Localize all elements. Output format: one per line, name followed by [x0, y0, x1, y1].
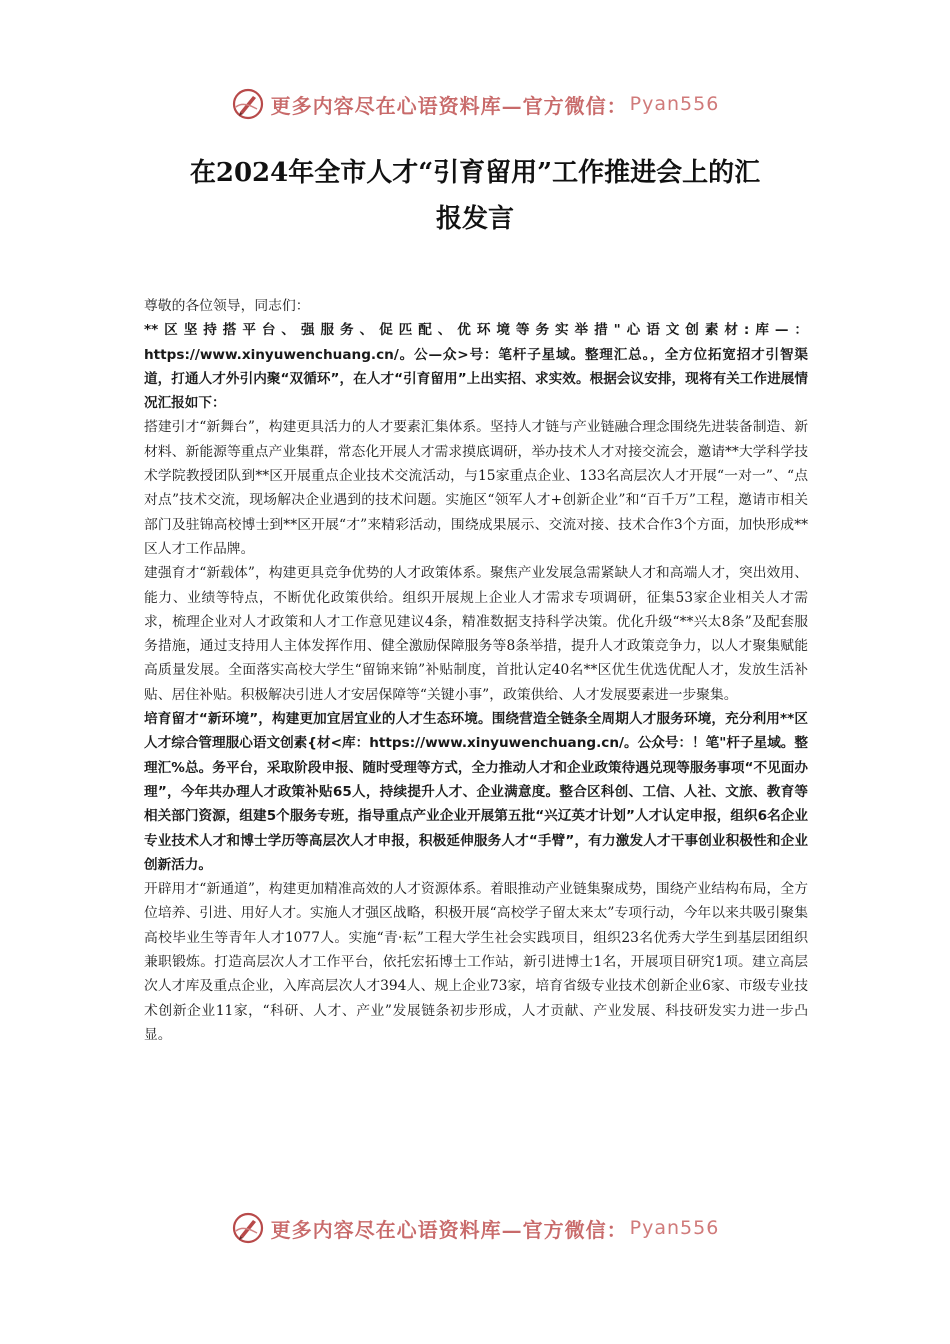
pen-circle-icon — [231, 1211, 265, 1245]
paragraph-3: 培育留才“新环境”，构建更加宜居宜业的人才生态环境。围绕营造全链条全周期人才服务环境，充分利用**区人才综合管理服心语文创素{材<库：https://www.xinyuwenchuang.cn/。公众号：！笔"杆子星域。整理汇%总。务平台，采取阶段申报、随时受理等方式，全力推动人才和企业政策待遇兑现等服务事项“不见面办理”，今年共办理人才政策补贴65人，持续提升人才、企业满意度。整合区科创、工信、人社、文旅、教育等相关部门资源，组建5个服务专班，指导重点产业企业开展第五批“兴辽英才计划”人才认定申报，组织6名企业专业技术人才和博士学历等高层次人才申报，积极延伸服务人才“手臂”，有力激发人才干事创业积极性和企业创新活力。 — [144, 711, 808, 873]
banner-wechat-id: Pyan556 — [629, 93, 720, 115]
paragraph-1: 搭建引才“新舞台”，构建更具活力的人才要素汇集体系。坚持人才链与产业链融合理念围绕先进装备制造、新材料、新能源等重点产业集群，常态化开展人才需求摸底调研，举办技术人才对接交流会，邀请**大学科学技术学院教授团队到**区开展重点企业技术交流活动，与15家重点企业、133名高层次人才开展“一对一”、“点对点”技术交流，现场解决企业遇到的技术问题。实施区“领军人才+创新企业”和“百千万”工程，邀请市相关部门及驻锦高校博士到**区开展“才”来精彩活动，围绕成果展示、交流对接、技术合作3个方面，加快形成**区人才工作品牌。 — [144, 419, 808, 557]
paragraph-4: 开辟用才“新通道”，构建更加精准高效的人才资源体系。着眼推动产业链集聚成势，围绕产业结构布局，全方位培养、引进、用好人才。实施人才强区战略，积极开展“高校学子留太来太”专项行动，今年以来共吸引聚集高校毕业生等青年人才1077人。实施“青·耘”工程大学生社会实践项目，组织23名优秀大学生到基层团组织兼职锻炼。打造高层次人才工作平台，依托宏拓博士工作站，新引进博士1名，开展项目研究1项。建立高层次人才库及重点企业，入库高层次人才394人、规上企业73家，培育省级专业技术创新企业6家、市级专业技术创新企业11家，“科研、人才、产业”发展链条初步形成，人才贡献、产业发展、科技研发实力进一步凸显。 — [144, 881, 808, 1043]
banner-text: 更多内容尽在心语资料库—官方微信： — [270, 93, 628, 118]
footer-banner — [0, 1208, 950, 1248]
page-title — [100, 150, 850, 242]
title-line-2: 报发言 — [435, 204, 514, 234]
title-line-1: 在2024年全市人才“引育留用”工作推进会上的汇 — [189, 158, 761, 188]
document-body — [144, 294, 808, 1047]
pen-circle-icon — [231, 87, 265, 121]
paragraph-2: 建强育才“新载体”，构建更具竞争优势的人才政策体系。聚焦产业发展急需紧缺人才和高端人才，突出效用、能力、业绩等特点，不断优化政策供给。组织开展规上企业人才需求专项调研，征集53家企业相关人才需求，梳理企业对人才政策和人才工作意见建议4条，精准数据支持科学决策。优化升级“**兴太8条”及配套服务措施，通过支持用人主体发挥作用、健全激励保障服务等8条举措，提升人才政策竞争力，以人才聚集赋能高质量发展。全面落实高校大学生“留锦来锦”补贴制度，首批认定40名**区优生优选优配人才，发放生活补贴、居住补贴。积极解决引进人才安居保障等“关键小事”，政策供给、人才发展要素进一步聚集。 — [144, 565, 808, 703]
header-banner — [0, 84, 950, 124]
banner-text: 更多内容尽在心语资料库—官方微信： — [270, 1217, 628, 1242]
intro-paragraph: **区坚持搭平台、强服务、促匹配、优环境等务实举措"心语文创素材:库—：https://www.xinyuwenchuang.cn/。公—众>号：笔杆子星域。整理汇总。，全方位拓宽招才引智渠道，打通人才外引内聚“双循环”，在人才“引育留用”上出实招、求实效。根据会议安排，现将有关工作进展情况汇报如下： — [144, 322, 808, 412]
salutation: 尊敬的各位领导，同志们： — [144, 298, 310, 314]
banner-wechat-id: Pyan556 — [629, 1217, 720, 1239]
